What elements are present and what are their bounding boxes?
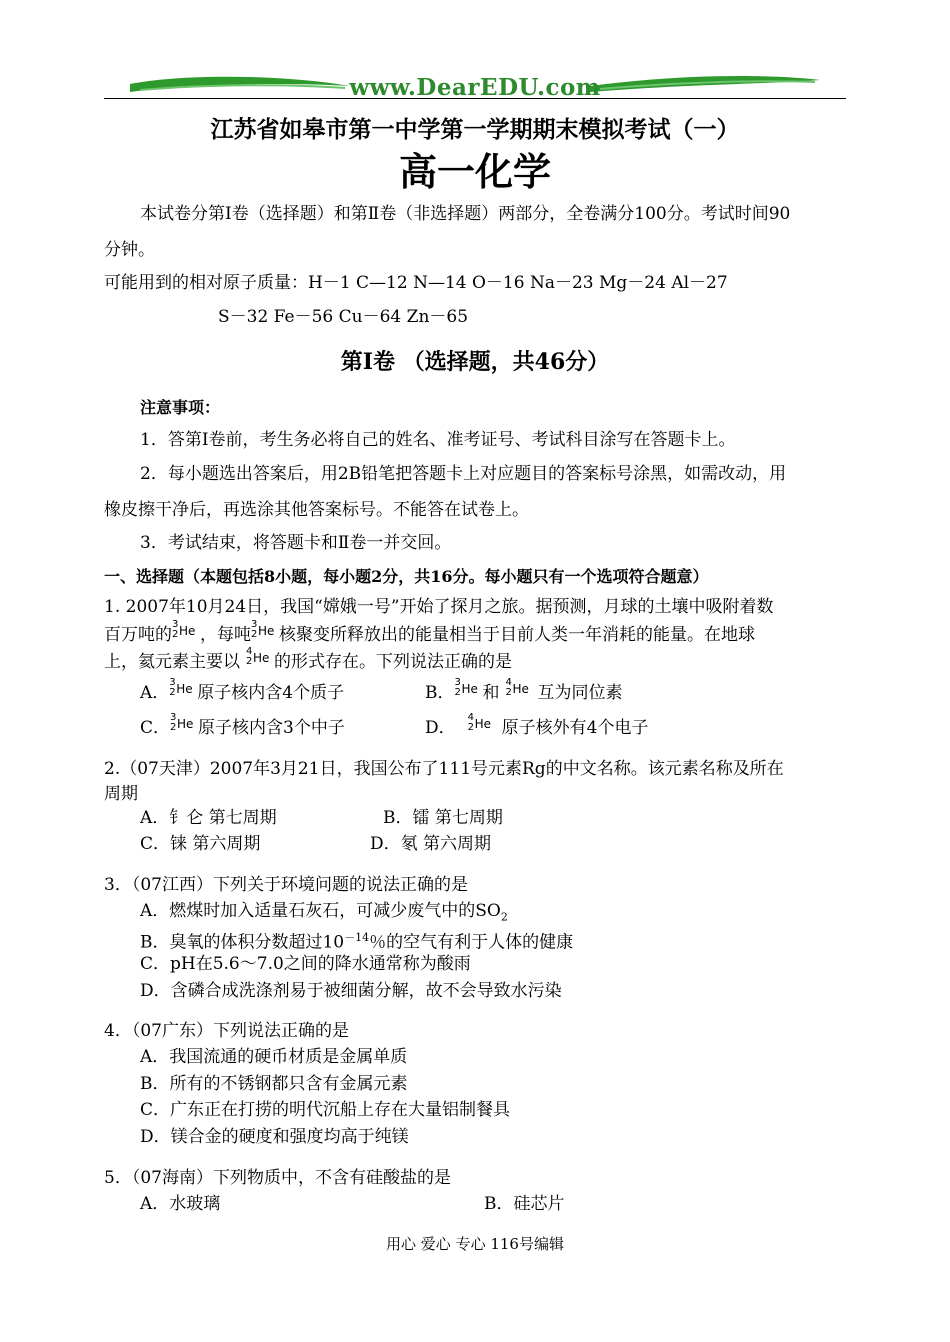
q2-line-2: 周期 [104, 784, 138, 804]
helium-4-symbol [467, 712, 502, 735]
q1-line2-text-a: 百万吨的 [104, 625, 172, 645]
atomic-number: 2 [170, 722, 177, 733]
helium-3-symbol [170, 712, 198, 735]
helium-4-symbol [505, 677, 538, 700]
q1-line-3 [104, 646, 512, 672]
mass-number: 3 [454, 677, 461, 688]
atomic-number: 2 [246, 656, 253, 667]
option-text: 互为同位素 [537, 683, 623, 703]
mass-number: 3 [170, 712, 177, 723]
q1-line3-text-a: 上，氦元素主要以 [104, 652, 240, 672]
q5-stem: 5．（07海南）下列物质中，不含有硅酸盐的是 [104, 1168, 451, 1188]
option-text-conjunction: 和 [482, 683, 500, 703]
option-label: A． [140, 683, 170, 703]
notice-item-2-line-2: 橡皮擦干净后，再选涂其他答案标号。不能答在试卷上。 [104, 500, 529, 520]
option-text: 原子核内含4个质子 [197, 683, 345, 703]
mass-number: 3 [172, 619, 179, 630]
page-footer: 用心 爱心 专心 116号编辑 [386, 1235, 564, 1253]
element-symbol: He [461, 682, 478, 696]
q1-option-c [140, 712, 345, 738]
mass-number: 3 [251, 619, 258, 630]
intro-line-1: 本试卷分第Ⅰ卷（选择题）和第Ⅱ卷（非选择题）两部分，全卷满分100分。考试时间90 [140, 204, 791, 224]
intro-line-2: 分钟。 [104, 240, 155, 260]
notice-item-3: 3．考试结束，将答题卡和Ⅱ卷一并交回。 [140, 533, 452, 553]
q2-option-c: C．铼 第六周期 [140, 834, 261, 854]
mass-number: 3 [169, 677, 176, 688]
element-symbol: He [253, 651, 270, 665]
q1-line-2 [104, 619, 755, 645]
helium-3-symbol [172, 619, 200, 642]
atomic-number: 2 [172, 629, 179, 640]
element-symbol: He [512, 682, 529, 696]
q3-option-d: D．含磷合成洗涤剂易于被细菌分解，故不会导致水污染 [140, 981, 562, 1001]
q3-option-c: C．pH在5.6～7.0之间的降水通常称为酸雨 [140, 954, 471, 974]
atomic-number: 2 [454, 687, 461, 698]
element-symbol: He [258, 624, 275, 638]
atomic-number: 2 [251, 629, 258, 640]
q3-stem: 3．（07江西）下列关于环境问题的说法正确的是 [104, 875, 468, 895]
helium-4-symbol [246, 646, 274, 669]
mass-number: 4 [467, 712, 475, 723]
q2-option-d: D．氡 第六周期 [370, 834, 492, 854]
notice-item-2-line-1: 2．每小题选出答案后，用2B铅笔把答题卡上对应题目的答案标号涂黑，如需改动，用 [140, 464, 787, 484]
option-label: D． [425, 718, 456, 738]
option-text-tail: ％的空气有利于人体的健康 [369, 932, 574, 953]
option-text: 原子核外有4个电子 [501, 718, 649, 738]
logo-text: www.DearEDU.com [349, 74, 601, 101]
atomic-number: 2 [169, 687, 176, 698]
option-text: 原子核内含3个中子 [198, 718, 345, 738]
q3-option-a [140, 901, 508, 927]
section-1-heading: 第Ⅰ卷 （选择题，共46分） [340, 349, 610, 375]
q4-option-b: B．所有的不锈钢都只含有金属元素 [140, 1074, 408, 1094]
element-symbol: He [179, 624, 196, 638]
q1-option-a [140, 677, 345, 703]
q3-option-b [140, 928, 573, 953]
option-label: C． [140, 718, 171, 738]
helium-3-symbol [454, 677, 483, 700]
atomic-masses-line-2: S－32 Fe－56 Cu－64 Zn－65 [218, 307, 469, 327]
helium-3-symbol [251, 619, 279, 642]
q4-option-d: D．镁合金的硬度和强度均高于纯镁 [140, 1127, 409, 1147]
mass-number: 4 [505, 677, 512, 688]
mass-number: 4 [246, 646, 253, 657]
element-symbol: He [474, 717, 492, 731]
element-symbol: He [176, 682, 193, 696]
superscript: －14 [344, 931, 370, 944]
notice-item-1: 1．答第Ⅰ卷前，考生务必将自己的姓名、准考证号、考试科目涂写在答题卡上。 [140, 430, 736, 450]
q2-option-b: B．镭 第七周期 [383, 808, 503, 828]
option-text: B．臭氧的体积分数超过10 [140, 932, 345, 953]
exam-title: 江苏省如皋市第一中学第一学期期末模拟考试（一） [210, 116, 740, 143]
q1-option-b [425, 677, 623, 703]
atomic-number: 2 [467, 722, 475, 733]
atomic-masses-line-1: 可能用到的相对原子质量：H－1 C—12 N—14 O－16 Na－23 Mg－24 Al－27 [104, 273, 728, 293]
part-1-heading: 一、选择题（本题包括8小题，每小题2分，共16分。每小题只有一个选项符合题意） [104, 567, 709, 586]
header-divider [104, 98, 846, 99]
q5-option-a: A．水玻璃 [140, 1194, 221, 1214]
q4-option-c: C．广东正在打捞的明代沉船上存在大量铝制餐具 [140, 1100, 511, 1120]
q1-line2-text-c: 核聚变所释放出的能量相当于目前人类一年消耗的能量。在地球 [279, 625, 755, 645]
q4-option-a: A．我国流通的硬币材质是金属单质 [140, 1047, 408, 1067]
option-label: B． [425, 683, 455, 703]
q1-line-1: 1. 2007年10月24日，我国“嫦娥一号”开始了探月之旅。据预测，月球的土壤中吸附着数 [104, 597, 774, 617]
option-text: A．燃煤时加入适量石灰石，可减少废气中的SO [140, 901, 501, 921]
q2-option-a: A．钅仑 第七周期 [140, 808, 277, 828]
q5-option-b: B．硅芯片 [484, 1194, 565, 1214]
element-symbol: He [177, 717, 194, 731]
subject-title: 高一化学 [398, 149, 551, 194]
q1-line2-text-b: ，每吨 [200, 625, 251, 645]
notice-title: 注意事项： [140, 398, 221, 417]
q4-stem: 4．（07广东）下列说法正确的是 [104, 1021, 349, 1041]
subscript: 2 [500, 910, 508, 924]
q2-line-1: 2.（07天津）2007年3月21日，我国公布了111号元素Rg的中文名称。该元素名称及所在 [104, 759, 784, 779]
atomic-number: 2 [505, 687, 512, 698]
helium-3-symbol [169, 677, 197, 700]
q1-option-d [425, 712, 649, 738]
q1-line3-text-b: 的形式存在。下列说法正确的是 [274, 652, 512, 672]
